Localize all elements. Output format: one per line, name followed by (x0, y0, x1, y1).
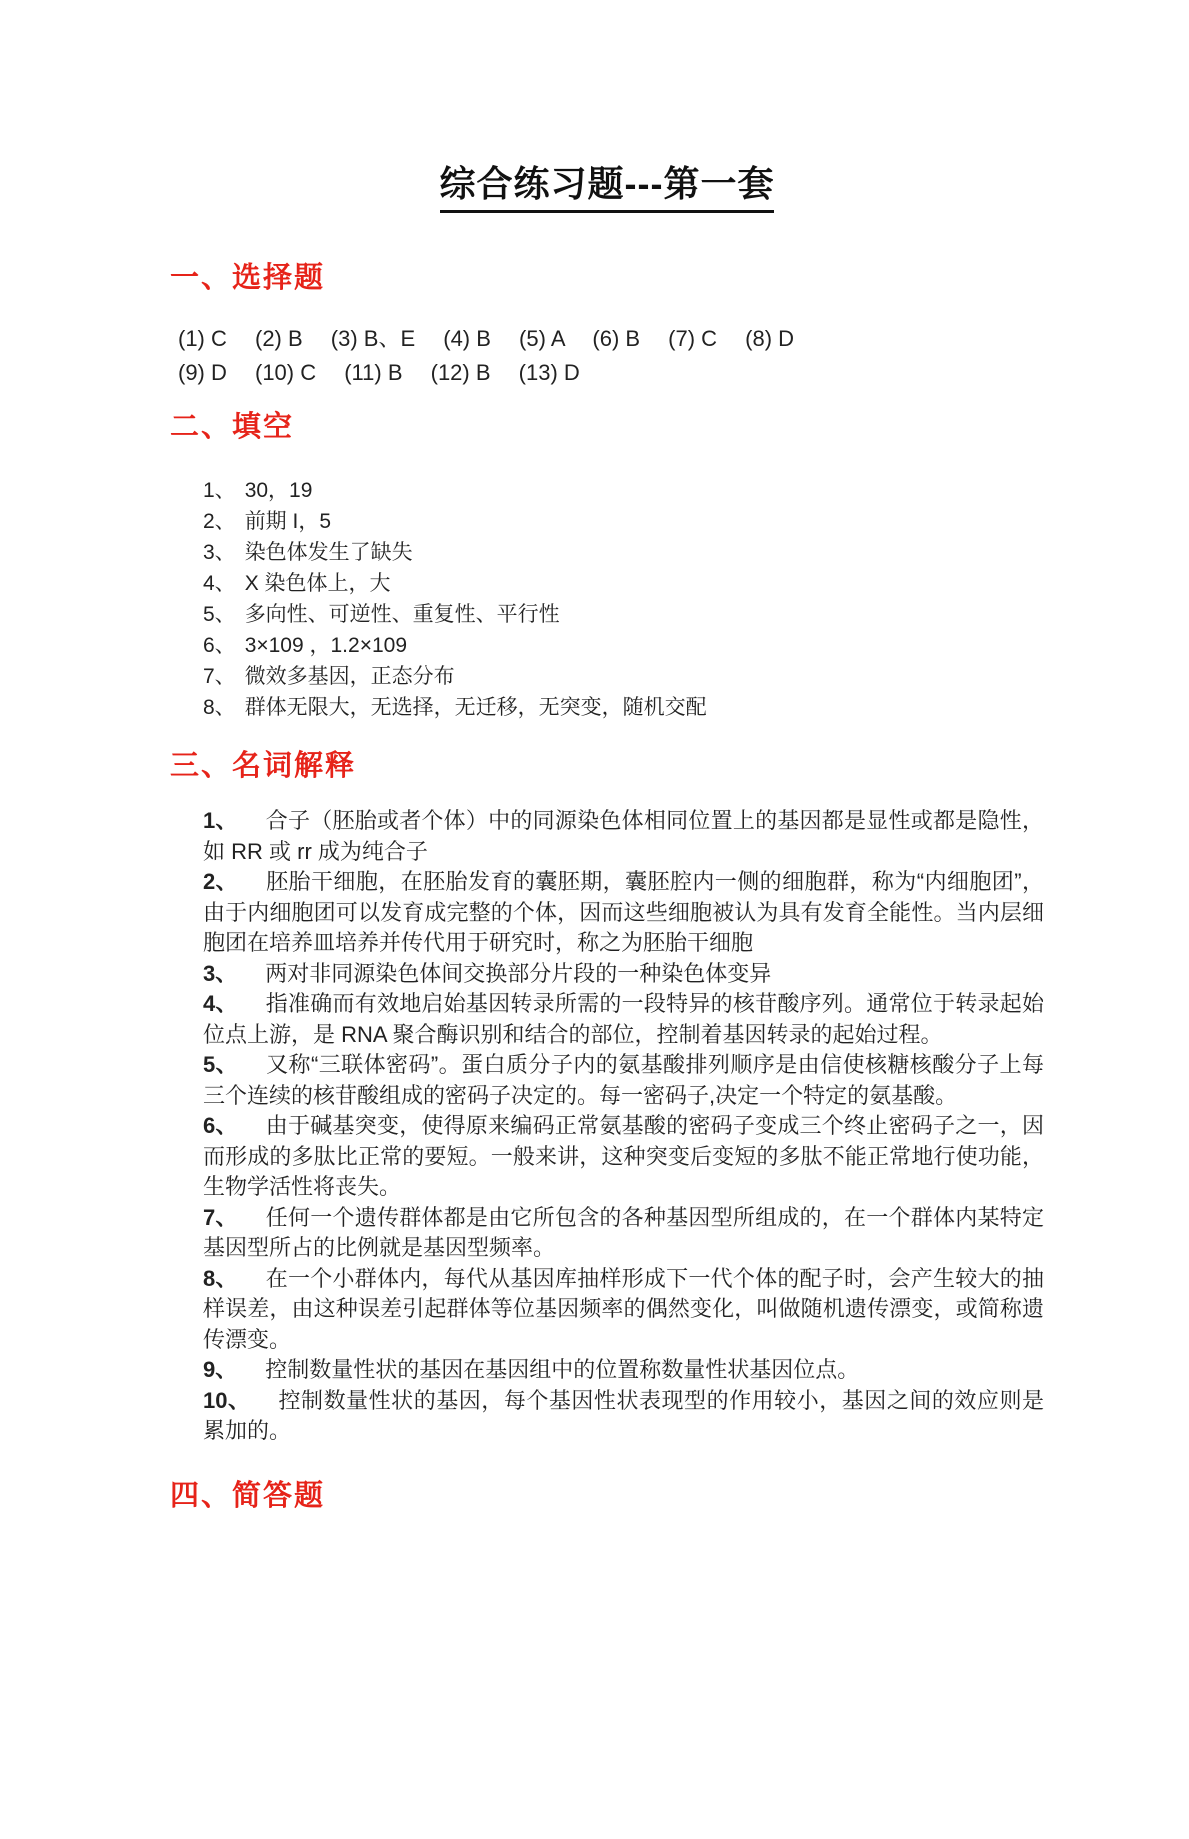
fill-item-number: 4、 (203, 572, 236, 595)
definition-number: 2、 (203, 869, 239, 894)
definition-item (203, 959, 1044, 990)
multiple-choice-answers (178, 322, 1044, 390)
definition-number: 10、 (203, 1387, 251, 1413)
fill-item-text: 30，19 (244, 479, 313, 502)
definition-number: 3、 (203, 960, 238, 986)
fill-item-number: 6、 (203, 634, 236, 657)
fill-item-number: 3、 (203, 541, 236, 564)
fill-item (203, 506, 1044, 537)
fill-blank-answers (203, 475, 1044, 723)
definition-text: 两对非同源染色体间交换部分片段的一种染色体变异 (265, 960, 772, 986)
section-heading-fill-blank: 二、填空 (170, 411, 295, 443)
definition-text: 在一个小群体内，每代从基因库抽样形成下一代个体的配子时，会产生较大的抽样误差，由这种误差引起群体等位基因频率的偶然变化，叫做随机遗传漂变，或简称遗传漂变。 (203, 1265, 1044, 1352)
definition-text: 指准确而有效地启始基因转录所需的一段特异的核苷酸序列。通常位于转录起始位点上游，是 RNA 聚合酶识别和结合的部位，控制着基因转录的起始过程。 (203, 991, 1044, 1047)
definition-number: 1、 (203, 808, 238, 833)
mc-answers-line-1: (1) C (2) B (3) B、E (4) B (5) A (6) B (7) C (8) D (178, 326, 795, 351)
fill-item-number: 5、 (203, 603, 236, 626)
definition-item (203, 1203, 1044, 1264)
fill-item (203, 475, 1044, 506)
definitions-list (203, 806, 1044, 1447)
definition-text: 任何一个遗传群体都是由它所包含的各种基因型所组成的，在一个群体内某特定基因型所占的比例就是基因型频率。 (203, 1204, 1044, 1260)
fill-item-text: 群体无限大，无选择，无迁移，无突变，随机交配 (244, 696, 707, 719)
definition-number: 4、 (203, 991, 238, 1016)
fill-item (203, 661, 1044, 692)
definition-item (203, 989, 1044, 1050)
definition-text: 控制数量性状的基因在基因组中的位置称数量性状基因位点。 (265, 1357, 860, 1382)
definition-item (203, 867, 1044, 959)
definition-text: 胚胎干细胞，在胚胎发育的囊胚期，囊胚腔内一侧的细胞群，称为“内细胞团”，由于内细胞团可以发育成完整的个体，因而这些细胞被认为具有发育全能性。当内层细胞团在培养皿培养并传代用于研究时，称之为胚胎干细胞 (203, 869, 1044, 955)
definition-text: 控制数量性状的基因，每个基因性状表现型的作用较小，基因之间的效应则是累加的。 (203, 1387, 1044, 1443)
definition-number: 8、 (203, 1265, 238, 1291)
section-heading-short-answer: 四、简答题 (170, 1479, 326, 1512)
definition-item (203, 1386, 1044, 1447)
definition-item (203, 1050, 1044, 1111)
section-heading-definitions: 三、名词解释 (170, 750, 357, 782)
definition-item (203, 1264, 1044, 1356)
definition-item (203, 806, 1044, 867)
fill-item-number: 8、 (203, 696, 236, 719)
definition-text: 由于碱基突变，使得原来编码正常氨基酸的密码子变成三个终止密码子之一，因而形成的多肽比正常的要短。一般来讲，这种突变后变短的多肽不能正常地行使功能，生物学活性将丧失。 (203, 1113, 1044, 1199)
section-heading-multiple-choice: 一、选择题 (170, 262, 326, 294)
fill-item (203, 599, 1044, 630)
fill-item (203, 692, 1044, 723)
fill-item (203, 537, 1044, 568)
page-title (170, 156, 1044, 213)
definition-number: 5、 (203, 1052, 239, 1077)
definition-text: 又称“三联体密码”。蛋白质分子内的氨基酸排列顺序是由信使核糖核酸分子上每三个连续的核苷酸组成的密码子决定的。每一密码子,决定一个特定的氨基酸。 (203, 1052, 1044, 1108)
document-page (0, 156, 1189, 1839)
definition-number: 9、 (203, 1357, 238, 1382)
fill-item-text: 前期 I，5 (244, 510, 332, 533)
fill-item-number: 1、 (203, 479, 236, 502)
fill-item-text: 多向性、可逆性、重复性、平行性 (244, 603, 560, 626)
fill-item-text: 微效多基因，正态分布 (244, 665, 455, 688)
fill-item-number: 7、 (203, 665, 236, 688)
definition-number: 7、 (203, 1204, 238, 1230)
fill-item-text: X 染色体上，大 (244, 572, 391, 595)
mc-answers-line-2: (9) D (10) C (11) B (12) B (13) D (178, 360, 580, 385)
fill-item (203, 630, 1044, 661)
definition-number: 6、 (203, 1113, 238, 1138)
page-title-text: 综合练习题---第一套 (440, 156, 775, 213)
definition-text: 合子（胚胎或者个体）中的同源染色体相同位置上的基因都是显性或都是隐性，如 RR 或 rr 成为纯合子 (203, 808, 1044, 864)
fill-item-text: 3×109 ，1.2×109 (244, 634, 407, 657)
fill-item (203, 568, 1044, 599)
definition-item (203, 1355, 1044, 1386)
definition-item (203, 1111, 1044, 1203)
fill-item-number: 2、 (203, 510, 236, 533)
fill-item-text: 染色体发生了缺失 (244, 541, 413, 564)
